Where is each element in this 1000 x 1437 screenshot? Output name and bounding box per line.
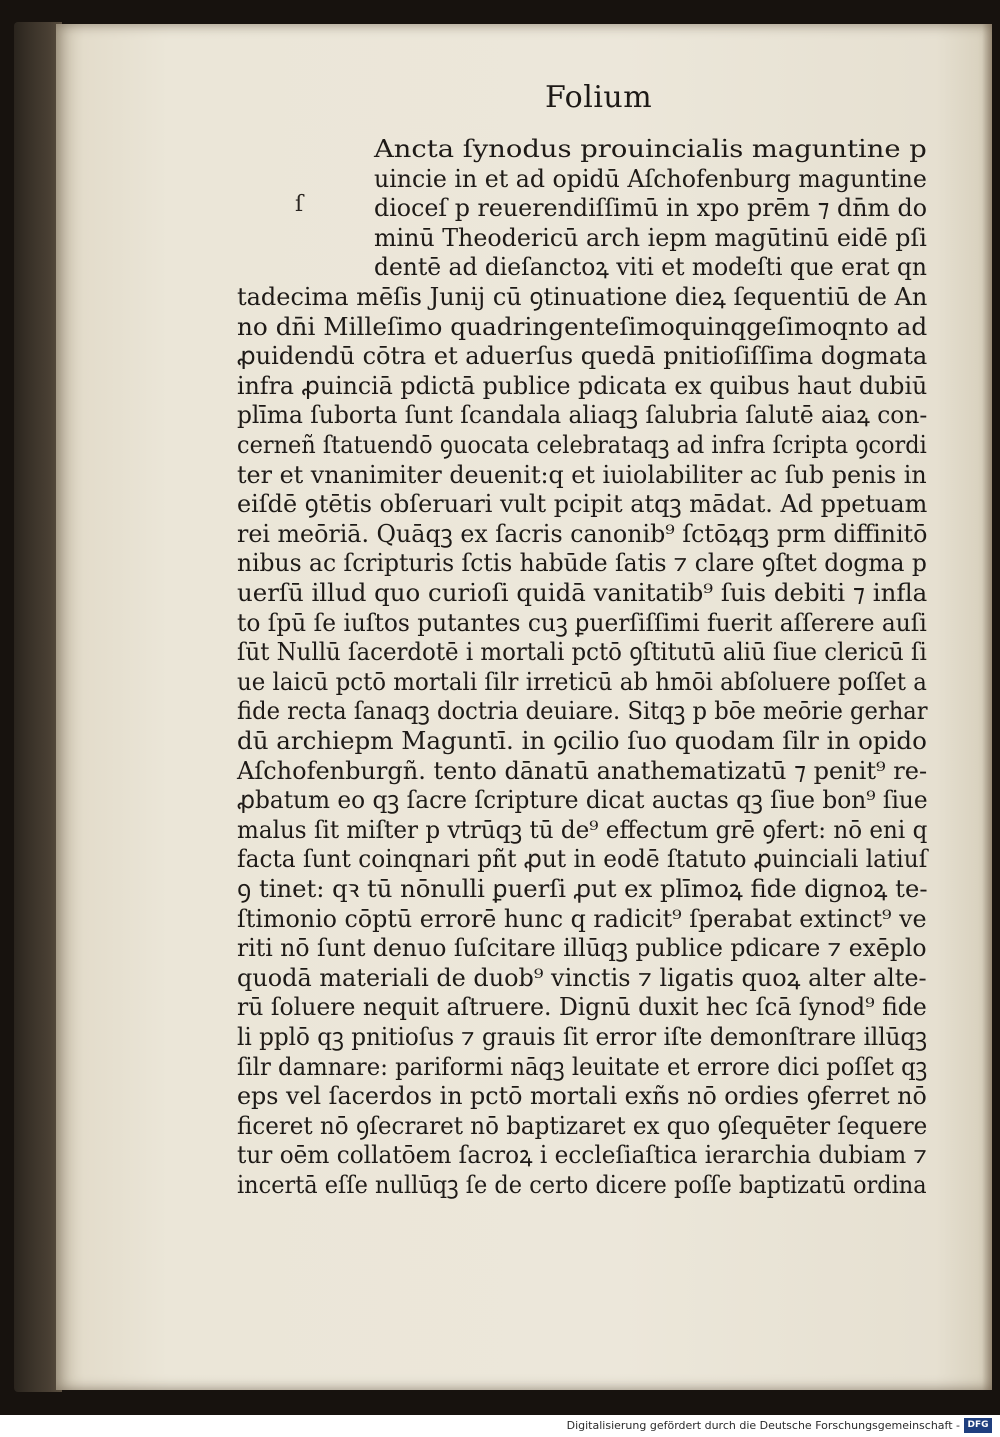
text-line: Aſchofenburgñ. tento dānatū anathematizatū ⁊ penit⁹ re- [237,756,928,785]
text-line: nibus ac ſcripturis ſctis habūde ſatis ⁊ clare ꝯſtet dogma p [237,549,927,578]
text-line: ꝓuidendū cōtra et aduerſus quedā pnitioſiſſima dogmata [237,342,928,371]
text-line: li pplō qꝫ pnitioſus ⁊ grauis ſit error iſte demonſtrare illūqꝫ [237,1023,928,1051]
guide-letter: ſ [295,192,304,217]
text-line: facta ſunt coinqnari pñt ꝓut in eodē ſtatuto ꝓuinciali latiuſ [237,845,928,874]
text-line: ſilr damnare: pariformi nāqꝫ leuitate et errore dici poſſet qꝫ [237,1052,928,1081]
text-line: dentē ad dieſanctoꝝ viti et modeſti que erat qn [374,253,927,282]
text-line: to ſpū ſe iuſtos putantes cuꝫ ꝑuerſiſſimi fuerit aſſerere auſi [237,608,927,637]
text-line: malus ſit miſter p vtrūqꝫ tū de⁹ effectum grē ꝯfert: nō eni q [237,815,928,844]
text-line: uerſū illud quo curioſi quidā vanitatib⁹ ſuis debiti ⁊ infla [237,579,928,607]
text-line: minū Theodericū arch iepm magūtinū eidē pſi [374,223,927,252]
text-line: ue laicū pctō mortali ſilr irreticū ab hmōi abſoluere poſſet a [237,667,927,696]
text-line: plīma ſuborta ſunt ſcandala aliaqꝫ ſalubria ſalutē aiaꝝ con- [237,401,928,430]
book-spine [14,22,62,1392]
text-line: dioceſ p reuerendiſſimū in xpo prēm ⁊ dn̄m do [374,194,928,223]
text-line: no dn̄i Milleſimo quadringenteſimoquinqgeſimoqnto ad [237,312,928,341]
text-line: tadecima mēſis Junij cū ꝯtinuatione dieꝝ ſequentiū de An [237,283,928,311]
text-line: ter et vnanimiter deuenit:q et iuiolabiliter ac ſub penis in [237,460,927,489]
text-line: rū ſoluere nequit aſtruere. Dignū duxit hec ſcā ſynod⁹ fide [237,993,927,1022]
text-line: ficeret nō ꝯſecraret nō baptizaret ex quo ꝯſequēter ſequere [237,1111,928,1140]
footer-bar [0,1415,1000,1437]
text-line: uincie in et ad opidū Aſchofenburg maguntine [374,164,927,193]
text-line: Ancta ſynodus prouincialis maguntine p [374,135,927,163]
text-line: cerneñ ſtatuendō ꝯuocata celebrataqꝫ ad infra ſcripta ꝯcordi [237,431,927,459]
text-line: tur oēm collatōem ſacroꝝ i eccleſiaſtica ierarchia dubiam ⁊ [237,1141,927,1170]
text-line: ſūt Nullū ſacerdotē i mortali pctō ꝯſtitutū aliū ſiue clericū ſi [237,638,927,667]
text-line: fide recta ſanaqꝫ doctria deuiare. Sitqꝫ p bōe meōrie gerhar [237,697,928,726]
text-line: ſtimonio cōptū errorē hunc q radicit⁹ ſperabat extinct⁹ ve [237,904,927,933]
text-line: eiſdē ꝯtētis obſeruari vult pcipit atqꝫ mādat. Ad ppetuam [237,490,928,519]
text-line: infra ꝓuinciā pdictā publice pdicata ex quibus haut dubiū [237,371,928,400]
text-line: eps vel ſacerdos in pctō mortali exñs nō ordies ꝯferret nō [237,1082,927,1111]
text-line: incertā eſſe nullūqꝫ ſe de certo dicere poſſe baptizatū ordina [237,1171,927,1199]
text-line: ꝯ tinet: qꝛ tū nōnulli ꝑuerſi ꝓut ex plīmoꝝ fide dignoꝝ te- [237,875,928,903]
text-line: rei meōriā. Quāqꝫ ex ſacris canonib⁹ ſctōꝝqꝫ prm diffinitō [237,519,928,548]
running-head: Folium [545,80,653,115]
dfg-logo: DFG [964,1418,992,1433]
text-line: quodā materiali de duob⁹ vinctis ⁊ ligatis quoꝝ alter alte- [237,963,927,992]
text-line: riti nō ſunt denuo ſuſcitare illūqꝫ publice pdicare ⁊ exēplo [237,934,927,963]
page-fore-edge [982,24,992,1390]
text-line: dū archiepm Maguntī. in ꝯcilio ſuo quodam ſilr in opido [237,727,927,755]
text-line: ꝓbatum eo qꝫ ſacre ſcripture dicat auctas qꝫ ſiue bon⁹ ſiue [237,786,928,815]
funding-credit: Digitalisierung gefördert durch die Deutsche Forschungsgemeinschaft - [566,1419,960,1432]
